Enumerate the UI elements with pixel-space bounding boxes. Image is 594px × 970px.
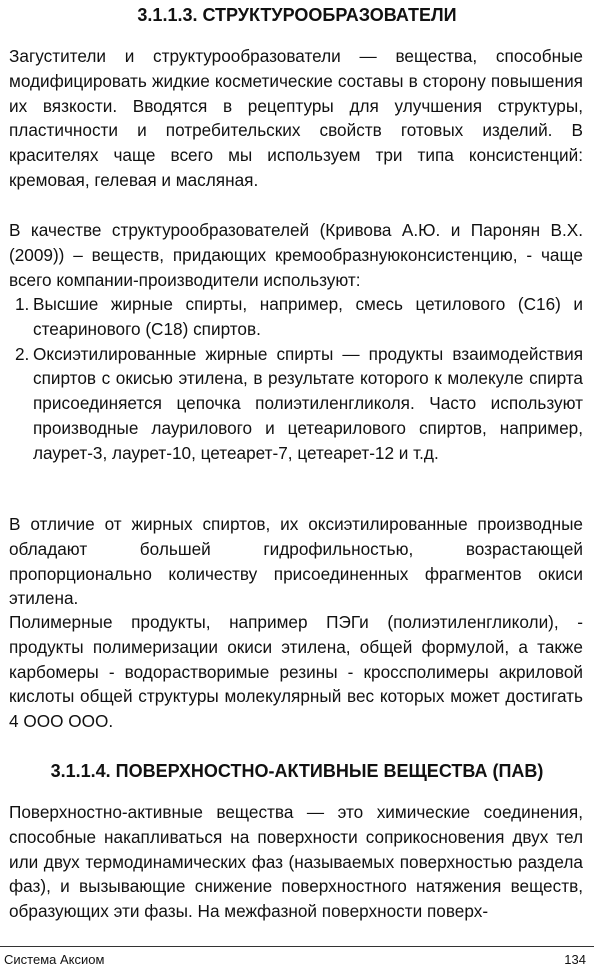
footer-publisher: Система Аксиом [4, 952, 105, 967]
list-item-text: Высшие жирные спирты, например, смесь цетилового (С16) и стеаринового (С18) спиртов. [33, 294, 583, 339]
paragraph-structure-formers-usage: В качестве структурообразователей (Кривова А.Ю. и Паронян В.Х. (2009)) – веществ, придающих кремообразнуюконсистенцию, - чаще всего компании-производители используют: [9, 220, 583, 290]
list-item-text: Оксиэтилированные жирные спирты — продукты взаимодействия спиртов с окисью этилена, в результате которого к молекуле спирта присоединяется цепочка полиэтиленгликоля. Часто используют производные лаурилового и цетеарилового спиртов, например, лаурет-3, лаурет-10, цетеарет-7, цетеарет-12 и т.д. [33, 343, 583, 463]
footer-divider [0, 946, 594, 947]
list-item-number: 1. [15, 294, 30, 314]
paragraph-thickeners-intro: Загустители и структурообразователи — вещества, способные модифицировать жидкие косметические составы в сторону повышения их вязкости. Вводятся в рецептуры для улучшения структуры, пластичности и потребительских свойств готовых изделий. В красителях чаще всего мы используем три типа консистенций: кремовая, гелевая и масляная. [9, 46, 583, 190]
paragraph-hydrophilicity: В отличие от жирных спиртов, их оксиэтилированные производные обладают большей гидрофильностью, возрастающей пропорционально количеству присоединенных фрагментов окиси этилена. [9, 514, 583, 609]
section-heading-structure-formers: 3.1.1.3. СТРУКТУРООБРАЗОВАТЕЛИ [137, 5, 457, 25]
list-item [9, 292, 583, 342]
page-number: 134 [564, 952, 586, 967]
list-item-number: 2. [15, 343, 30, 364]
paragraph-polymer-products: Полимерные продукты, например ПЭГи (полиэтиленгликоли), - продукты полимеризации окиси этилена, общей формулой, а также карбомеры - водорастворимые резины - кроссполимеры акриловой кислоты общей структуры молекулярный вес которых может достигать 4 ООО ООО. [9, 612, 583, 732]
paragraph-surfactants-definition: Поверхностно-активные вещества — это химические соединения, способные накапливаться на поверхности соприкосновения двух тел или двух термодинамических фаз (называемых поверхностью раздела фаз), и вызывающие снижение поверхностного натяжения веществ, образующих эти фазы. На межфазной поверхности поверх- [9, 802, 583, 922]
structure-formers-list [9, 292, 583, 466]
section-heading-surfactants: 3.1.1.4. ПОВЕРХНОСТНО-АКТИВНЫЕ ВЕЩЕСТВА (ПАВ) [50, 761, 544, 781]
list-item [9, 342, 583, 466]
